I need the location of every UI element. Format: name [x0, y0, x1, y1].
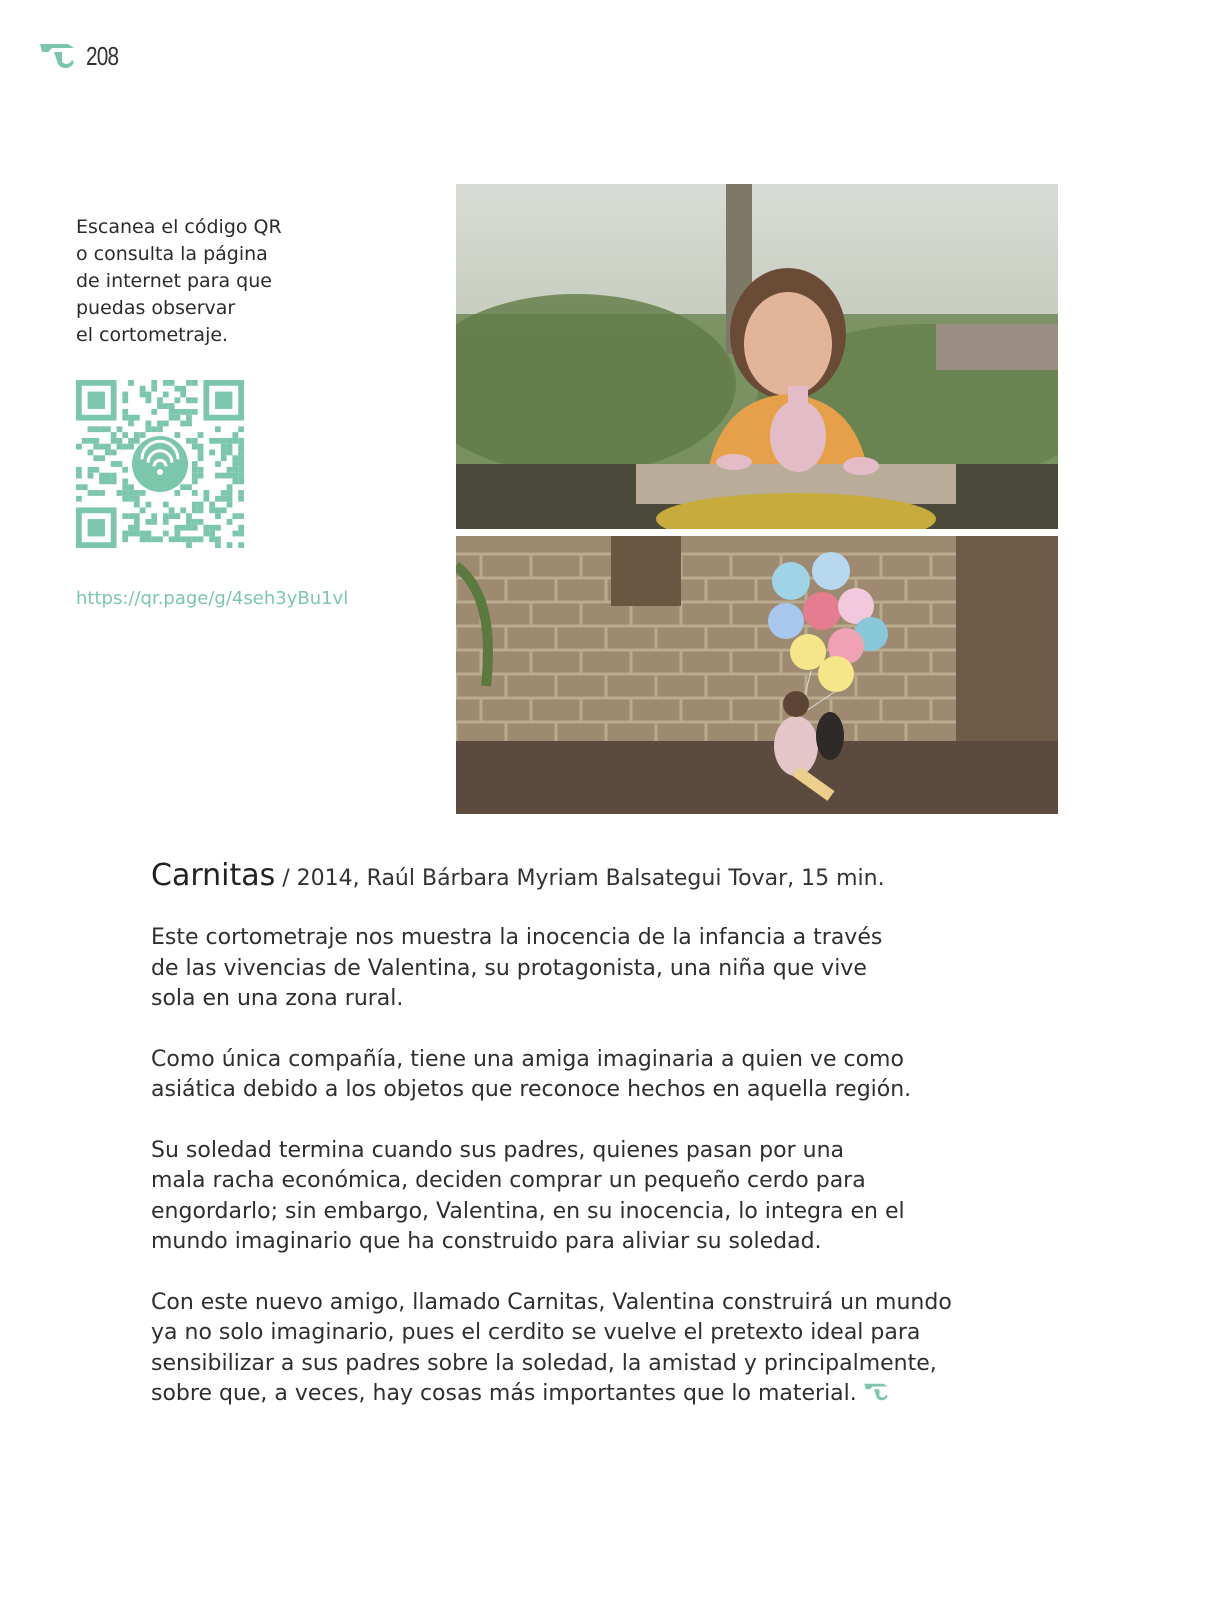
qr-instruction: Escanea el código QR o consulta la página de internet para que puedas observar el cortometraje.	[76, 216, 282, 346]
article-paragraph-4-text: Con este nuevo amigo, llamado Carnitas, Valentina construirá un mundo ya no solo imaginario, pues el cerdito se vuelve el pretexto ideal para sensibilizar a sus padres sobre la soledad, la amistad y principalmente, sobre que, a veces, hay cosas más importantes que lo material.	[151, 1289, 952, 1406]
film-link[interactable]: https://qr.page/g/4seh3yBu1vl	[76, 588, 349, 609]
film-still-girl-balloons	[456, 536, 1058, 814]
article	[151, 858, 1031, 1443]
film-credits-detail: / 2014, Raúl Bárbara Myriam Balsategui Tovar, 15 min.	[275, 866, 885, 891]
page-header	[38, 40, 126, 72]
film-title: Carnitas	[151, 858, 276, 893]
end-mark-icon	[863, 1381, 889, 1413]
page-number: 208	[86, 40, 119, 71]
article-paragraph-2: Como única compañía, tiene una amiga imaginaria a quien ve como asiática debido a los objetos que reconoce hechos en aquella región.	[151, 1046, 912, 1102]
book-logo-icon	[38, 40, 76, 72]
article-paragraph-4	[151, 1288, 1031, 1413]
article-paragraph-1: Este cortometraje nos muestra la inocencia de la infancia a través de las vivencias de Valentina, su protagonista, una niña que vive sola en una zona rural.	[151, 925, 883, 1011]
film-still-girl-teapot	[456, 184, 1058, 529]
article-paragraph-3: Su soledad termina cuando sus padres, quienes pasan por una mala racha económica, deciden comprar un pequeño cerdo para engordarlo; sin embargo, Valentina, en su inocencia, lo integra en el mundo imaginario que ha construido para aliviar su soledad.	[151, 1137, 905, 1254]
film-credits	[151, 858, 1031, 893]
qr-code[interactable]	[76, 380, 244, 548]
